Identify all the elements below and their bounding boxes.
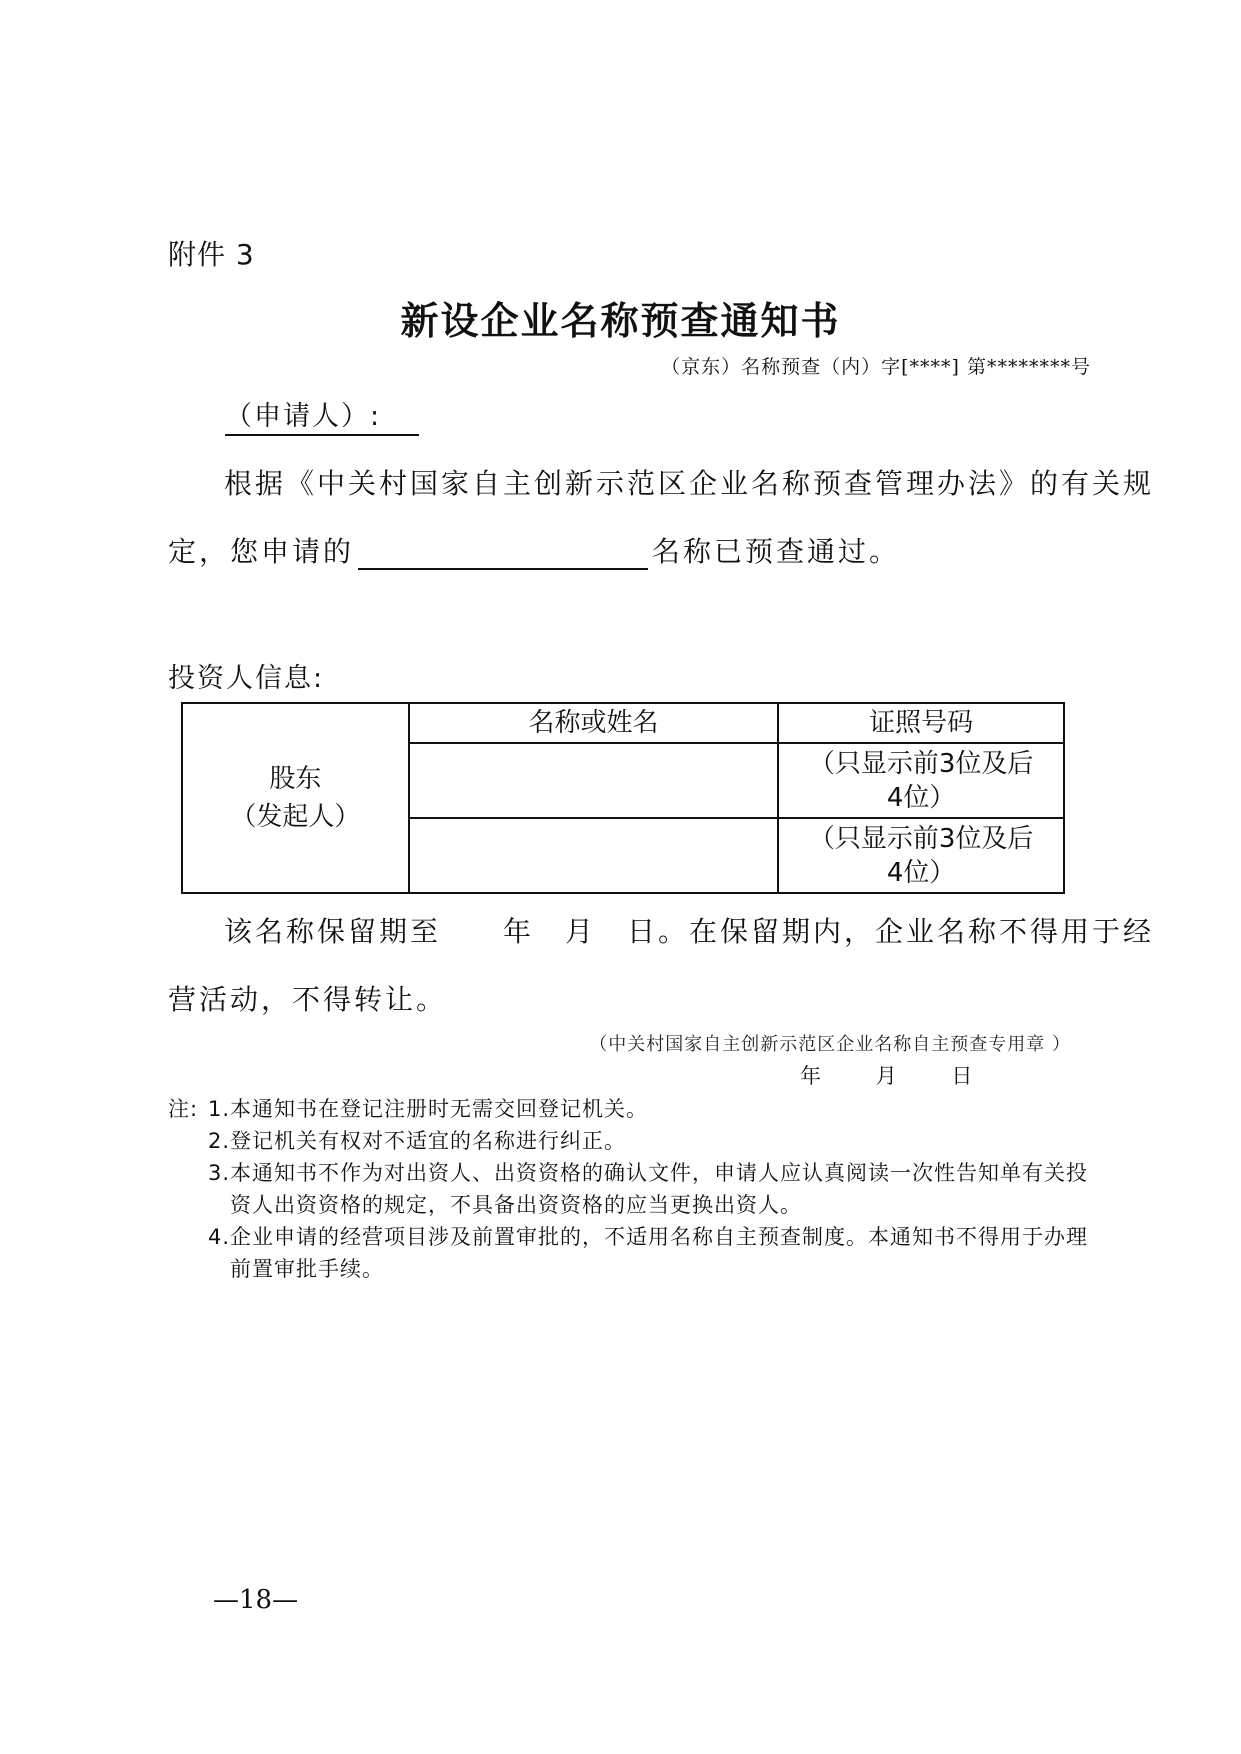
shareholder-cell — [182, 703, 409, 893]
seal-date-day: 日 — [951, 1064, 973, 1088]
paragraph-1-suffix: 名称已预查通过。 — [652, 535, 901, 568]
investor-id-text: （只显示前3位及后4位） — [808, 823, 1034, 888]
note-text: 登记机关有权对不适宜的名称进行纠正。 — [230, 1129, 626, 1153]
investor-heading: 投资人信息: — [168, 663, 325, 694]
paragraph-1-line-1: 根据《中关村国家自主创新示范区企业名称预查管理办法》的有关规 — [224, 467, 1155, 500]
investor-name-cell — [409, 743, 779, 818]
note-number: 2. — [208, 1129, 231, 1153]
paragraph-2-line-2: 营活动，不得转让。 — [168, 983, 448, 1016]
seal-date-month: 月 — [875, 1064, 897, 1088]
document-title: 新设企业名称预查通知书 — [400, 298, 841, 343]
investor-id-text: （只显示前3位及后4位） — [808, 748, 1034, 813]
notes-list — [208, 1093, 1088, 1285]
notes-label: 注: — [168, 1097, 199, 1121]
document-number: （京东）名称预查（内）字[****] 第********号 — [661, 356, 1091, 378]
investor-id-cell — [778, 818, 1064, 893]
investor-name-cell — [409, 818, 779, 893]
note-text: 本通知书在登记注册时无需交回登记机关。 — [230, 1097, 648, 1121]
note-text: 企业申请的经营项目涉及前置审批的，不适用名称自主预查制度。本通知书不得用于办理前置审批手续。 — [230, 1225, 1088, 1281]
seal-date — [800, 1060, 1020, 1090]
note-number: 3. — [208, 1161, 231, 1185]
notes-section — [168, 1093, 1088, 1285]
paragraph-1-prefix: 定，您申请的 — [168, 535, 355, 568]
note-item — [208, 1221, 1088, 1285]
col-header-id: 证照号码 — [778, 703, 1064, 743]
company-name-blank — [358, 538, 648, 570]
shareholder-label: 股东 （发起人） — [230, 764, 361, 832]
note-item — [208, 1125, 1088, 1157]
applicant-field: （申请人）: — [225, 400, 419, 436]
page-number: —18— — [213, 1585, 299, 1615]
table-header-row — [182, 703, 1064, 743]
note-item — [208, 1157, 1088, 1221]
paragraph-2-line-1: 该名称保留期至 年 月 日。在保留期内，企业名称不得用于经 — [224, 915, 1155, 948]
annex-label: 附件 3 — [168, 238, 255, 271]
seal-text: （中关村国家自主创新示范区企业名称自主预查专用章 ） — [589, 1034, 1071, 1055]
note-text: 本通知书不作为对出资人、出资资格的确认文件，申请人应认真阅读一次性告知单有关投资人出资资格的规定，不具备出资资格的应当更换出资人。 — [230, 1161, 1088, 1217]
investor-table — [181, 702, 1065, 894]
note-item — [208, 1093, 1088, 1125]
paragraph-1-line-2 — [168, 530, 900, 570]
col-header-name: 名称或姓名 — [409, 703, 779, 743]
investor-id-cell — [778, 743, 1064, 818]
note-number: 4. — [208, 1225, 231, 1249]
seal-date-year: 年 — [800, 1064, 821, 1088]
note-number: 1. — [208, 1097, 231, 1121]
notes-row — [168, 1093, 1088, 1285]
